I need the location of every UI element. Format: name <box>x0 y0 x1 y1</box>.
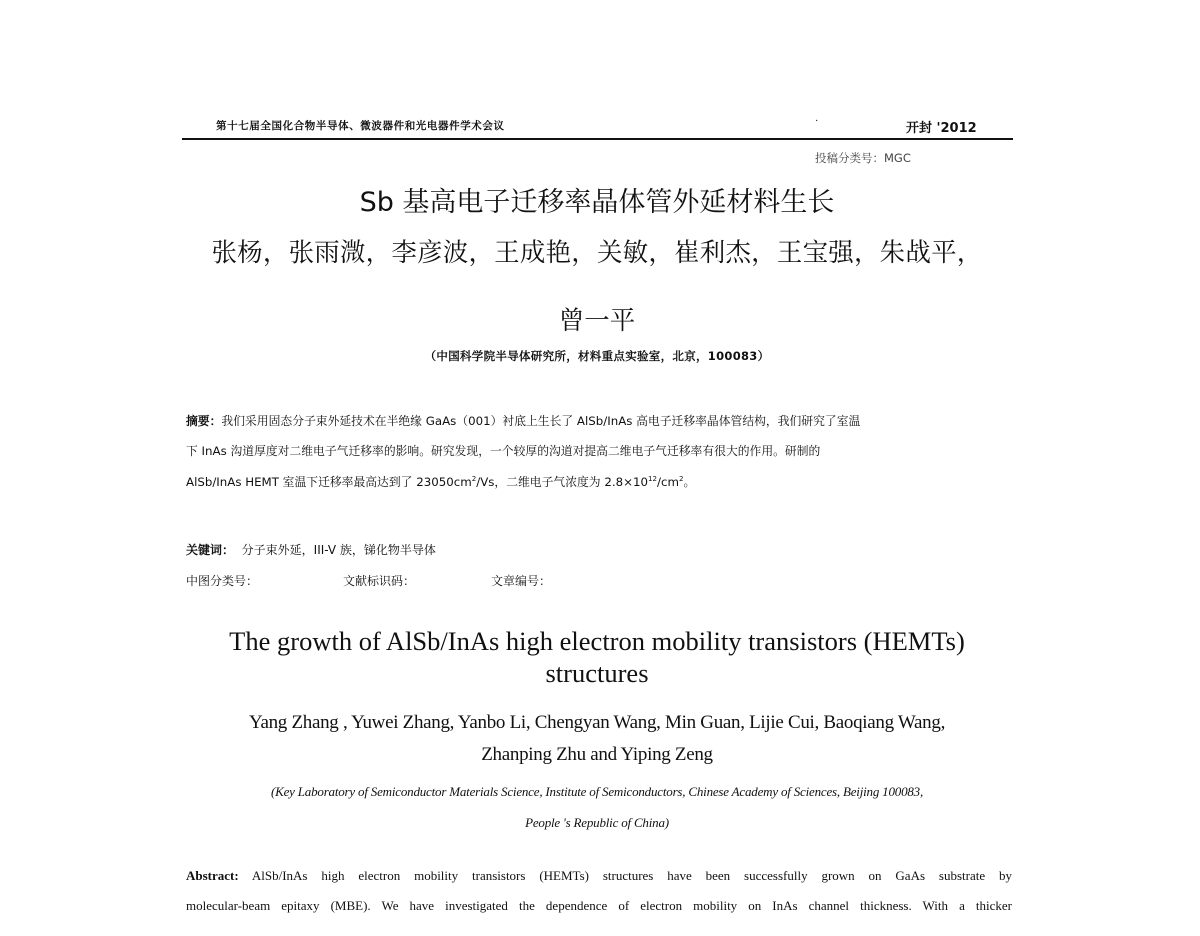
clc-label: 中图分类号： <box>186 574 259 588</box>
english-abstract-text1: AlSb/InAs high electron mobility transistors (HEMTs) structures have been successfully grown on GaAs substrate by <box>251 868 1012 883</box>
english-abstract-line1 <box>186 868 1012 884</box>
superscript: 2 <box>471 474 477 484</box>
english-title-line2: structures <box>545 658 649 688</box>
keywords-label: 关键词： <box>186 543 235 557</box>
english-abstract-line2: molecular-beam epitaxy (MBE). We have investigated the dependence of electron mobility on InAs channel thickness. With a thicker <box>186 898 1012 913</box>
superscript: 12 <box>648 474 658 484</box>
chinese-abstract-text1: 我们采用固态分子束外延技术在半绝缘 GaAs（001）衬底上生长了 AlSb/InAs 高电子迁移率晶体管结构，我们研究了室温 <box>221 414 861 428</box>
scan-speck: · <box>815 116 819 127</box>
chinese-abstract-line2: 下 InAs 沟道厚度对二维电子气迁移率的影响。研究发现，一个较厚的沟道对提高二维电子气迁移率有很大的作用。研制的 <box>186 444 821 458</box>
chinese-title: Sb 基高电子迁移率晶体管外延材料生长 <box>359 187 835 218</box>
chinese-authors-line1: 张杨，张雨溦，李彦波，王成艳，关敏，崔利杰，王宝强，朱战平， <box>211 238 983 268</box>
superscript: 2 <box>678 474 684 484</box>
english-affiliation-line1: (Key Laboratory of Semiconductor Materials Science, Institute of Semiconductors, Chinese Academy of Sciences, Beijing 100083, <box>270 784 924 799</box>
abstract-period: 。 <box>683 475 696 489</box>
english-authors-line2: Zhanping Zhu and Yiping Zeng <box>481 744 713 765</box>
keywords-value: 分子束外延，III-V 族，锑化物半导体 <box>241 543 436 557</box>
abstract-density-text: /Vs，二维电子气浓度为 2.8×10 <box>476 475 648 489</box>
english-affiliation-line2: People 's Republic of China) <box>525 815 669 830</box>
chinese-abstract-line1 <box>186 412 860 429</box>
article-number-label: 文章编号： <box>491 574 552 588</box>
english-abstract-label: Abstract: <box>186 868 239 883</box>
conference-header: 第十七届全国化合物半导体、微波器件和光电器件学术会议 <box>216 120 505 132</box>
english-affiliation <box>182 776 1012 838</box>
english-authors-line1: Yang Zhang , Yuwei Zhang, Yanbo Li, Chengyan Wang, Min Guan, Lijie Cui, Baoqiang Wang, <box>248 712 946 733</box>
doc-code-label: 文献标识码： <box>343 574 416 588</box>
chinese-authors-line2: 曾一平 <box>558 306 636 336</box>
chinese-keywords <box>186 541 436 558</box>
english-title <box>182 625 1012 689</box>
header-rule <box>182 138 1013 140</box>
abstract-unit-text: /cm <box>657 475 679 489</box>
chinese-abstract-label: 摘要： <box>186 414 222 428</box>
english-title-line1: The growth of AlSb/InAs high electron mobility transistors (HEMTs) <box>229 626 965 656</box>
chinese-abstract-line3 <box>186 473 695 490</box>
chinese-affiliation: （中国科学院半导体研究所，材料重点实验室，北京，100083） <box>424 349 770 363</box>
location-year: 开封 '2012 <box>906 121 977 136</box>
english-authors <box>182 707 1012 771</box>
classification-row <box>186 572 551 589</box>
abstract-mobility-text: AlSb/InAs HEMT 室温下迁移率最高达到了 23050cm <box>186 475 472 489</box>
submission-category: 投稿分类号：MGC <box>815 151 911 165</box>
